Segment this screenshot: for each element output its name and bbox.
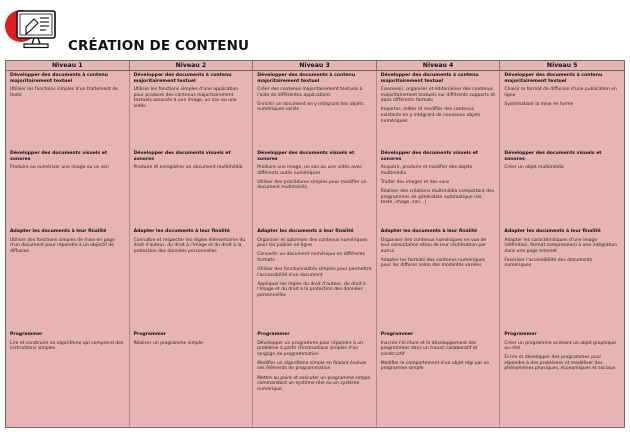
- column-header-niveau-5: Niveau 5: [500, 61, 624, 71]
- cell-heading: Développer des documents à contenu majoritairement textuel: [133, 73, 232, 84]
- cell-text: Utiliser des fonctionnalités simples pour permettre l'accessibilité d'un document: [257, 266, 372, 278]
- table-cell: [130, 227, 254, 330]
- cell-text: Utiliser les fonctions simples d'une application pour produire des contenus majoritairement textuels associés à une image, un son ou une vidéo: [133, 87, 239, 109]
- cell-text: Connaître et respecter les règles élémentaires du droit d'auteur, du droit à l'image et du droit à la protection des données personnelles: [133, 237, 246, 254]
- cell-text: Produire ou numériser une image ou un son: [10, 165, 109, 171]
- cell-heading: Développer des documents à contenu majoritairement textuel: [257, 73, 356, 84]
- page-title: CRÉATION DE CONTENU: [68, 38, 250, 54]
- table-cell: [6, 330, 130, 427]
- cell-heading: Adapter les documents à leur finalité: [257, 229, 354, 234]
- cell-text: Développer un programme pour répondre à un problème à partir d'instructions simples d'un langage de programmation: [257, 340, 363, 357]
- table-cell: [377, 149, 501, 227]
- cell-heading: Programmer: [10, 332, 43, 337]
- table-cell: [130, 330, 254, 427]
- cell-heading: Adapter les documents à leur finalité: [10, 229, 107, 234]
- table-cell: [253, 71, 377, 149]
- table-cell: [500, 71, 624, 149]
- cell-text: Choisir le format de diffusion d'une publication en ligne: [504, 87, 617, 98]
- cell-text: Importer, éditer et modifier des contenus existants en y intégrant de nouveaux objets numériques: [380, 107, 481, 124]
- cell-text: Créer un objet multimédia: [504, 165, 564, 171]
- cell-text: Créer un programme animant un objet graphique ou réel: [504, 340, 616, 352]
- cell-heading: Programmer: [504, 332, 537, 337]
- table-cell: [6, 149, 130, 227]
- competency-table: [5, 60, 625, 428]
- cell-text: Mettre au point et exécuter un programme simple commandant un système réel ou un système numérique: [257, 375, 371, 392]
- cell-heading: Développer des documents visuels et sonores: [504, 151, 602, 162]
- table-cell: [377, 330, 501, 427]
- cell-text: Convertir un document numérique en différents formats: [257, 252, 366, 263]
- cell-heading: Programmer: [380, 332, 414, 337]
- cell-text: Créer des contenus majoritairement textuels à l'aide de différentes applications: [257, 87, 363, 98]
- cell-heading: Développer des documents visuels et sonores: [133, 151, 231, 162]
- cell-text: Appliquer les règles du droit d'auteur, du droit à l'image et du droit à la protection des données personnelles: [257, 281, 366, 298]
- table-cell: [130, 71, 254, 149]
- table-cell: [253, 149, 377, 227]
- cell-heading: Développer des documents à contenu majoritairement textuel: [504, 73, 603, 84]
- cell-text: Réaliser un programme simple: [133, 340, 203, 346]
- cell-heading: Programmer: [133, 332, 166, 337]
- cell-text: Concevoir, organiser et éditorialiser des contenus majoritairement textuels sur différents supports et dans différents formats: [380, 87, 496, 104]
- cell-heading: Adapter les documents à leur finalité: [380, 229, 478, 234]
- table-cell: [377, 227, 501, 330]
- cell-text: Écrire et développer des programmes pour répondre à des problèmes et modéliser des phénomènes physiques, économiques et sociaux: [504, 355, 616, 372]
- cell-text: Enrichir un document en y intégrant des objets numériques variés: [257, 101, 364, 113]
- cell-heading: Développer des documents visuels et sonores: [380, 151, 478, 162]
- cell-heading: Adapter les documents à leur finalité: [504, 229, 601, 234]
- cell-heading: Développer des documents à contenu majoritairement textuel: [10, 73, 108, 84]
- table-cell: [253, 227, 377, 330]
- cell-text: Inscrire l'écriture et le développement des programmes dans un travail collaboratif et constructif: [380, 340, 478, 357]
- column-header-niveau-4: Niveau 4: [377, 61, 501, 71]
- table-cell: [6, 227, 130, 330]
- cell-heading: Développer des documents visuels et sonores: [10, 151, 108, 162]
- cell-text: Utiliser les fonctions simples d'un traitement de texte: [10, 87, 118, 98]
- cell-text: Modifier le comportement d'un objet régi par un programme simple: [380, 360, 490, 372]
- cell-text: Lire et construire un algorithme qui comprend des instructions simples: [10, 340, 124, 352]
- cell-text: Réaliser des créations multimédia comportant des programmes de génération automatique (de texte, image, son…): [380, 188, 495, 206]
- table-cell: [500, 149, 624, 227]
- cell-text: Favoriser l'accessibilité des documents numériques: [504, 257, 593, 269]
- cell-text: Utiliser des procédures simples pour modifier un document multimédia: [257, 179, 367, 191]
- table-cell: [500, 330, 624, 427]
- cell-heading: Développer des documents visuels et sonores: [257, 151, 355, 162]
- cell-text: Modifier un algorithme simple en faisant évoluer ses éléments de programmation: [257, 360, 367, 372]
- cell-text: Systématiser la mise en forme: [504, 101, 574, 107]
- cell-text: Traiter des images et des sons: [380, 179, 450, 185]
- computer-content-creation-icon: [4, 6, 62, 52]
- column-header-niveau-1: Niveau 1: [6, 61, 130, 71]
- table-cell: [500, 227, 624, 330]
- table-cell: [253, 330, 377, 427]
- cell-heading: Programmer: [257, 332, 290, 337]
- cell-heading: Adapter les documents à leur finalité: [133, 229, 230, 234]
- column-header-niveau-2: Niveau 2: [130, 61, 254, 71]
- table-cell: [377, 71, 501, 149]
- table-cell: [130, 149, 254, 227]
- cell-text: Organiser et optimiser des contenus numériques pour les publier en ligne: [257, 237, 368, 249]
- cell-text: Acquérir, produire et modifier des objets multimédia: [380, 165, 473, 176]
- cell-text: Adapter les caractéristiques d'une image (définition, format compression) à une intégration dans une page Internet: [504, 237, 618, 254]
- table-cell: [6, 71, 130, 149]
- cell-text: Utiliser des fonctions simples de mise en page d'un document pour répondre à un objectif de diffusion: [10, 237, 115, 254]
- cell-text: Organiser des contenus numériques en vue de leur consultation et/ou de leur réutilisation par autrui: [380, 237, 487, 254]
- cell-heading: Développer des documents à contenu majoritairement textuel: [380, 73, 479, 84]
- cell-text: Produire une image, un son ou une vidéo avec différents outils numériques: [257, 165, 362, 176]
- column-header-niveau-3: Niveau 3: [253, 61, 377, 71]
- cell-text: Produire et enregistrer un document multimédia: [133, 165, 243, 171]
- cell-text: Adapter les formats des contenus numériques pour les diffuser selon des modalités variées: [380, 257, 485, 269]
